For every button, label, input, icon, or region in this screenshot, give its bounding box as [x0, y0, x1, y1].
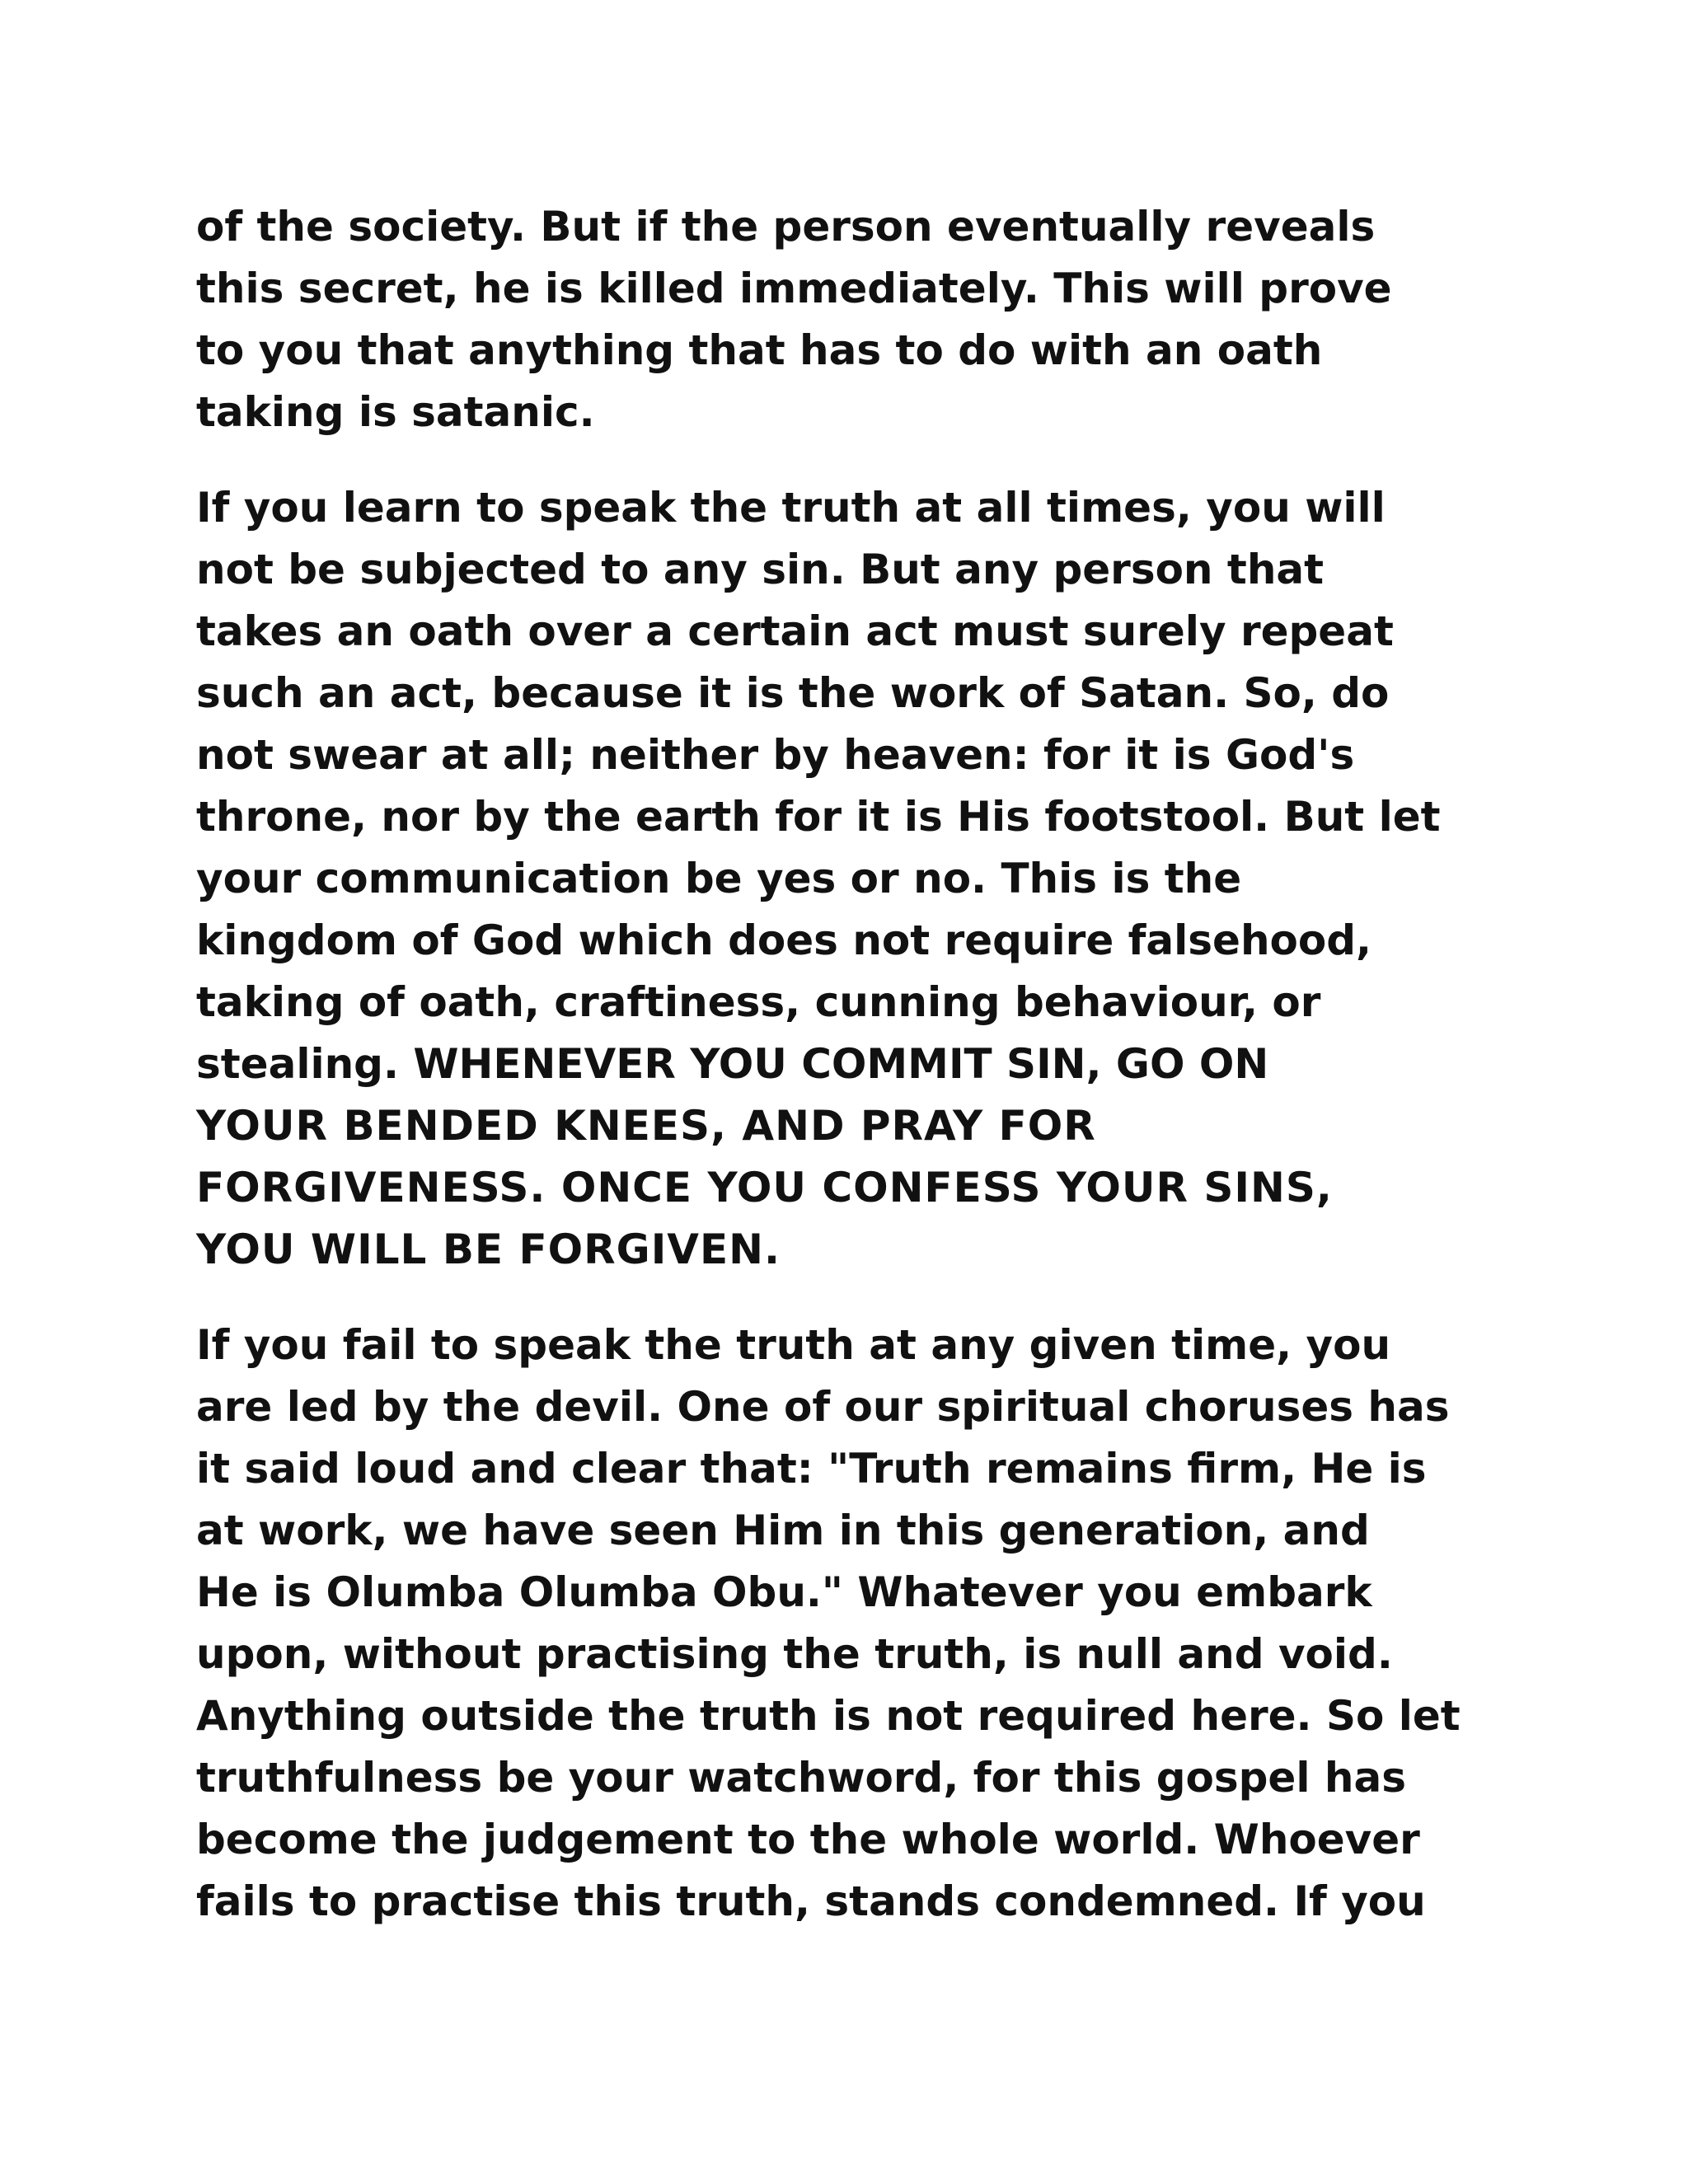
- text-line: upon, without practising the truth, is null and void.: [196, 1630, 1393, 1678]
- paragraph-spacer: [196, 443, 1515, 477]
- text-line: it said loud and clear that: "Truth remains firm, He is: [196, 1445, 1427, 1493]
- paragraph-1: [196, 196, 1515, 443]
- paragraph-2: [196, 477, 1515, 1281]
- text-line: taking is satanic.: [196, 388, 595, 436]
- text-line: stealing. WHENEVER YOU COMMIT SIN, GO ON: [196, 1040, 1269, 1088]
- text-line: If you learn to speak the truth at all times, you will: [196, 484, 1386, 532]
- text-line: not be subjected to any sin. But any person that: [196, 546, 1325, 593]
- text-line: He is Olumba Olumba Obu." Whatever you embark: [196, 1568, 1372, 1616]
- text-line: of the society. But if the person eventually reveals: [196, 203, 1376, 251]
- paragraph-3: [196, 1315, 1515, 1933]
- text-line: truthfulness be your watchword, for this gospel has: [196, 1754, 1406, 1802]
- text-line: YOU WILL BE FORGIVEN.: [196, 1226, 781, 1273]
- text-line: become the judgement to the whole world. Whoever: [196, 1816, 1420, 1863]
- text-line: your communication be yes or no. This is the: [196, 855, 1242, 902]
- text-line: at work, we have seen Him in this generation, and: [196, 1507, 1370, 1554]
- text-line: kingdom of God which does not require falsehood,: [196, 916, 1372, 964]
- text-line: If you fail to speak the truth at any given time, you: [196, 1321, 1391, 1369]
- body-text: [196, 196, 1515, 1933]
- text-line: are led by the devil. One of our spiritual choruses has: [196, 1383, 1450, 1431]
- text-line: FORGIVENESS. ONCE YOU CONFESS YOUR SINS,: [196, 1164, 1333, 1212]
- text-line: takes an oath over a certain act must surely repeat: [196, 607, 1394, 655]
- text-line: taking of oath, craftiness, cunning behaviour, or: [196, 978, 1321, 1026]
- paragraph-spacer: [196, 1281, 1515, 1315]
- text-line: to you that anything that has to do with an oath: [196, 326, 1323, 374]
- text-line: fails to practise this truth, stands condemned. If you: [196, 1877, 1426, 1925]
- text-line: this secret, he is killed immediately. This will prove: [196, 265, 1392, 312]
- text-line: Anything outside the truth is not required here. So let: [196, 1692, 1461, 1740]
- text-line: throne, nor by the earth for it is His footstool. But let: [196, 793, 1441, 841]
- text-line: YOUR BENDED KNEES, AND PRAY FOR: [196, 1102, 1096, 1150]
- text-line: such an act, because it is the work of Satan. So, do: [196, 669, 1390, 717]
- text-line: not swear at all; neither by heaven: for it is God's: [196, 731, 1355, 779]
